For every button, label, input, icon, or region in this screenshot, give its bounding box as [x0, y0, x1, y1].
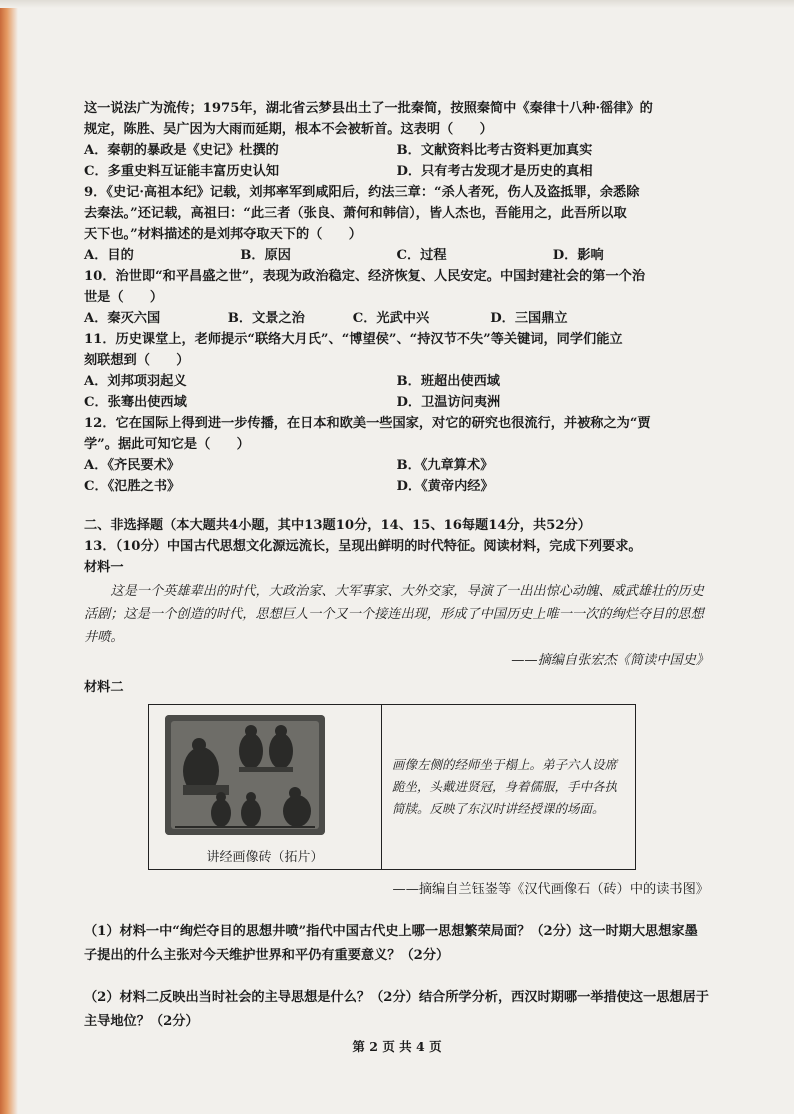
option-d: D．只有考古发现才是历史的真相	[396, 164, 593, 179]
material-two-image-cell	[149, 705, 382, 869]
q10-text: 10．治世即“和平昌盛之世”，表现为政治稳定、经济恢复、人民安定。中国封建社会的第一个治	[84, 269, 646, 284]
option-c: C．张骞出使西域	[84, 395, 187, 410]
text-line: 规定，陈胜、吴广因为大雨而延期，根本不会被斩首。这表明（ ）	[84, 122, 493, 137]
image-caption: 讲经画像砖（拓片）	[206, 850, 324, 865]
q10-text: 世是（ ）	[84, 290, 164, 305]
option-c: C．过程	[396, 248, 447, 263]
option-c: C．光武中兴	[352, 311, 430, 326]
option-d: D．影响	[552, 248, 604, 263]
option-b: B．原因	[240, 248, 291, 263]
option-a: A．秦灭六国	[84, 311, 161, 326]
q9-text: 9．《史记·高祖本纪》记载，刘邦率军到咸阳后，约法三章：“杀人者死，伤人及盗抵罪，余悉除	[84, 185, 640, 200]
option-d: D．三国鼎立	[490, 311, 568, 326]
material-two-description: 画像左侧的经师坐于榻上。弟子六人设席跪坐，头戴进贤冠，身着儒服，手中各执简牍。反映了东汉时讲经授课的场面。	[392, 757, 618, 816]
material-one-source: ——摘编自张宏杰《简读中国史》	[511, 653, 709, 668]
q9-text: 天下也。”材料描述的是刘邦夺取天下的（ ）	[84, 227, 362, 242]
sub-question-2: （2）材料二反映出当时社会的主导思想是什么？（2分）结合所学分析，西汉时期哪一举措使这一思想居于主导地位？（2分）	[84, 990, 709, 1029]
paper-top-edge	[0, 0, 794, 8]
option-c: C．多重史料互证能丰富历史认知	[84, 164, 280, 179]
option-a: A．秦朝的暴政是《史记》杜撰的	[84, 143, 279, 158]
option-b: B．班超出使西域	[396, 374, 500, 389]
option-b: B．文景之治	[227, 311, 305, 326]
option-a: A．《齐民要术》	[84, 458, 180, 473]
section-heading: 二、非选择题（本大题共4小题，其中13题10分，14、15、16每题14分，共52分）	[84, 518, 591, 533]
q11-text: 刻联想到（ ）	[84, 353, 190, 368]
material-two-label: 材料二	[84, 680, 124, 695]
option-d: D．《黄帝内经》	[396, 479, 494, 494]
option-d: D．卫温访问夷洲	[396, 395, 501, 410]
q12-options-row1	[84, 455, 709, 476]
q13-text: 13．（10分）中国古代思想文化源远流长，呈现出鲜明的时代特征。阅读材料，完成下列要求。	[84, 539, 642, 554]
q12-text: 12．它在国际上得到进一步传播，在日本和欧美一些国家，对它的研究也很流行，并被称之为“贾	[84, 416, 651, 431]
page-number: 第 2 页 共 4 页	[352, 1039, 442, 1054]
lecture-brick-rubbing-image	[165, 715, 325, 835]
material-one-label: 材料一	[84, 560, 124, 575]
exam-page	[84, 98, 709, 1034]
material-two-table	[148, 704, 636, 870]
q12-options-row2	[84, 476, 709, 497]
q11-text: 11．历史课堂上，老师提示“联络大月氏”、“博望侯”、“持汉节不失”等关键词，同学们能立	[84, 332, 623, 347]
material-two-source: ——摘编自兰钰崟等《汉代画像石（砖）中的读书图》	[392, 882, 709, 897]
q9-options	[84, 245, 709, 266]
q12-text: 学”。据此可知它是（ ）	[84, 437, 250, 452]
q11-options-row2	[84, 392, 709, 413]
q9-text: 去秦法。”还记载，高祖曰：“此三者（张良、萧何和韩信），皆人杰也，吾能用之，此吾所以取	[84, 206, 627, 221]
q8-options-row2	[84, 161, 709, 182]
option-c: C．《氾胜之书》	[84, 479, 181, 494]
material-two-text-cell	[382, 705, 635, 869]
sub-question-1: （1）材料一中“绚烂夺目的思想井喷”指代中国古代史上哪一思想繁荣局面？（2分）这一时期大思想家墨子提出的什么主张对今天维护世界和平仍有重要意义？（2分）	[84, 924, 698, 963]
option-b: B．《九章算术》	[396, 458, 494, 473]
paper-edge	[0, 0, 18, 1114]
material-one-text: 这是一个英雄辈出的时代，大政治家、大军事家、大外交家，导演了一出出惊心动魄、威武雄壮的历史活剧；这是一个创造的时代，思想巨人一个又一个接连出现，形成了中国历史上唯一一次的绚烂夺目的思想井喷。	[84, 584, 704, 645]
option-b: B．文献资料比考古资料更加真实	[396, 143, 593, 158]
q11-options-row1	[84, 371, 709, 392]
q8-options-row1	[84, 140, 709, 161]
q10-options	[84, 308, 709, 329]
option-a: A．目的	[84, 248, 134, 263]
text-line: 这一说法广为流传；1975年，湖北省云梦县出土了一批秦简，按照秦简中《秦律十八种·徭律》的	[84, 101, 653, 116]
option-a: A．刘邦项羽起义	[84, 374, 187, 389]
